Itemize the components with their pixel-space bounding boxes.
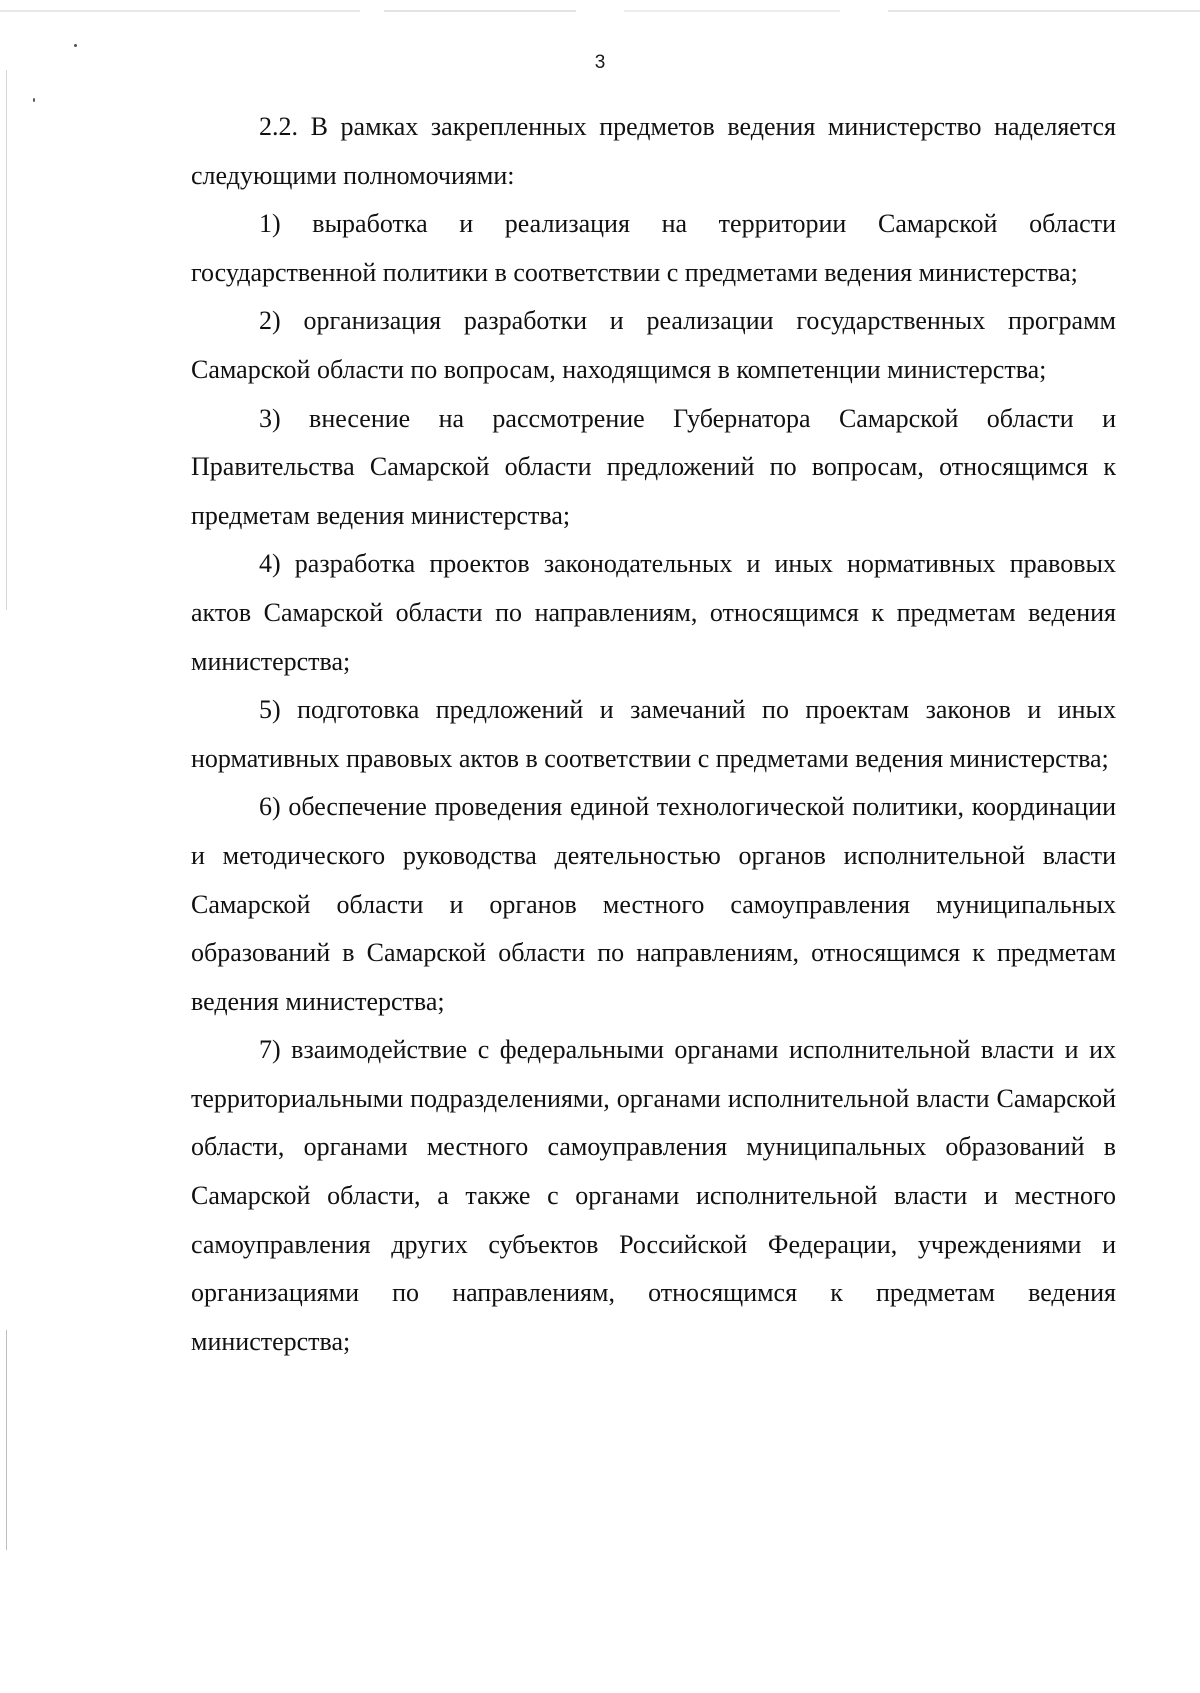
paragraph-2-2: 2.2. В рамках закрепленных предметов ведения министерство наделяется следующими полномочиями: bbox=[191, 112, 1116, 190]
document-body bbox=[191, 103, 1116, 1366]
list-item-4: 4) разработка проектов законодательных и иных нормативных правовых актов Самарской области по направлениям, относящимся к предметам ведения министерства; bbox=[191, 549, 1116, 676]
scan-edge-left bbox=[6, 70, 7, 610]
list-item-1: 1) выработка и реализация на территории Самарской области государственной политики в соответствии с предметами ведения министерства; bbox=[191, 209, 1116, 287]
scan-edge-top bbox=[0, 10, 1200, 12]
list-item-2: 2) организация разработки и реализации государственных программ Самарской области по вопросам, находящимся в компетенции министерства; bbox=[191, 306, 1116, 384]
scan-speck bbox=[33, 98, 35, 102]
list-item-5: 5) подготовка предложений и замечаний по проектам законов и иных нормативных правовых актов в соответствии с предметами ведения министерства; bbox=[191, 695, 1116, 773]
list-item-7: 7) взаимодействие с федеральными органами исполнительной власти и их территориальными подразделениями, органами исполнительной власти Самарской области, органами местного самоуправления муниципальных образований в Самарской области, а также с органами исполнительной власти и местного самоуправления других субъектов Российской Федерации, учреждениями и организациями по направлениям, относящимся к предметам ведения министерства; bbox=[191, 1035, 1116, 1356]
scan-speck bbox=[74, 44, 77, 47]
list-item-6: 6) обеспечение проведения единой технологической политики, координации и методического руководства деятельностью органов исполнительной власти Самарской области и органов местного самоуправления муниципальных образований в Самарской области по направлениям, относящимся к предметам ведения министерства; bbox=[191, 792, 1116, 1016]
list-item-3: 3) внесение на рассмотрение Губернатора Самарской области и Правительства Самарской области предложений по вопросам, относящимся к предметам ведения министерства; bbox=[191, 403, 1116, 530]
page-number: 3 bbox=[594, 52, 606, 73]
scan-edge-left-lower bbox=[6, 1330, 7, 1550]
